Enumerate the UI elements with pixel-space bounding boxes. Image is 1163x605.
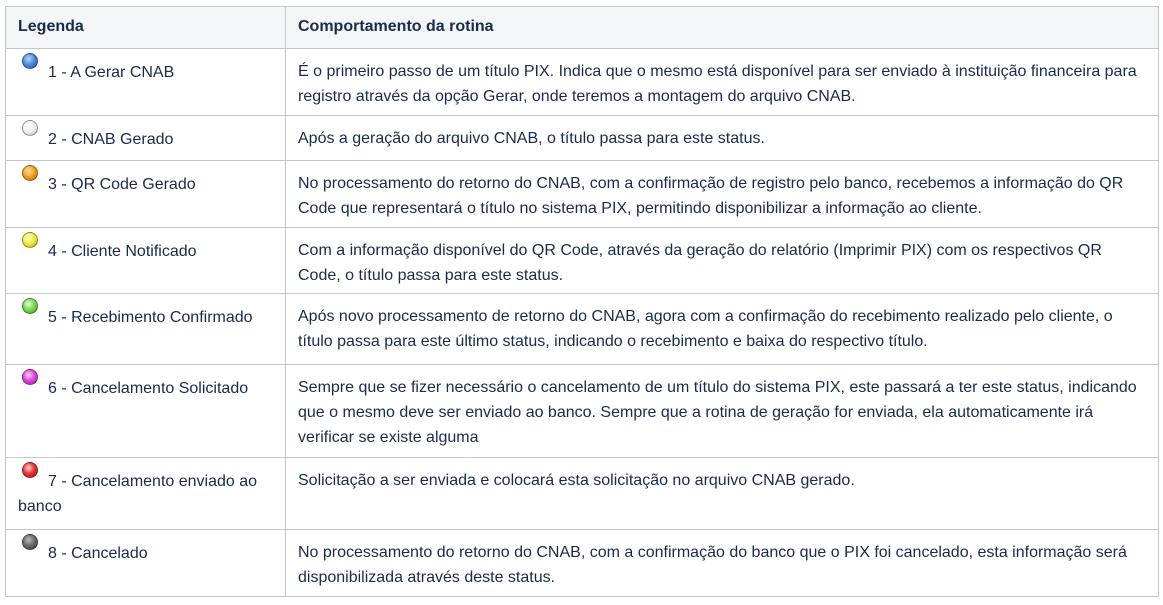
legend-cell (6, 530, 286, 597)
legend-label: 3 - QR Code Gerado (48, 176, 196, 193)
legend-cell (6, 294, 286, 365)
legend-label: 8 - Cancelado (48, 545, 148, 562)
status-legend-table (5, 6, 1159, 597)
blue-circle-icon (22, 53, 38, 69)
legend-label: 5 - Recebimento Confirmado (48, 309, 253, 326)
table-row (6, 530, 1159, 597)
legend-cell (6, 458, 286, 530)
legend-cell (6, 228, 286, 294)
orange-circle-icon (22, 165, 38, 181)
behavior-cell: Após novo processamento de retorno do CNAB, agora com a confirmação do recebimento realizado pelo cliente, o título passa para este último status, indicando o recebimento e baixa do respectivo título. (286, 294, 1159, 365)
behavior-cell: No processamento do retorno do CNAB, com a confirmação de registro pelo banco, recebemos a informação do QR Code que representará o título no sistema PIX, permitindo disponibilizar a informação ao cliente. (286, 161, 1159, 228)
red-circle-icon (22, 462, 38, 478)
table-row (6, 116, 1159, 161)
table-row (6, 365, 1159, 458)
legend-label: 4 - Cliente Notificado (48, 243, 197, 260)
legend-label: 6 - Cancelamento Solicitado (48, 380, 249, 397)
behavior-cell: É o primeiro passo de um título PIX. Indica que o mesmo está disponível para ser enviado à instituição financeira para registro através da opção Gerar, onde teremos a montagem do arquivo CNAB. (286, 49, 1159, 116)
legend-cell (6, 365, 286, 458)
magenta-circle-icon (22, 369, 38, 385)
table-header-row (6, 7, 1159, 49)
header-legend: Legenda (6, 7, 286, 49)
white-circle-icon (22, 120, 38, 136)
legend-cell (6, 116, 286, 161)
header-behavior: Comportamento da rotina (286, 7, 1159, 49)
gray-circle-icon (22, 534, 38, 550)
table-row (6, 294, 1159, 365)
table-row (6, 161, 1159, 228)
table-row (6, 228, 1159, 294)
yellow-circle-icon (22, 232, 38, 248)
behavior-cell: No processamento do retorno do CNAB, com a confirmação do banco que o PIX foi cancelado, esta informação será disponibilizada através deste status. (286, 530, 1159, 597)
behavior-cell: Com a informação disponível do QR Code, através da geração do relatório (Imprimir PIX) com os respectivos QR Code, o título passa para este status. (286, 228, 1159, 294)
behavior-cell: Sempre que se fizer necessário o cancelamento de um título do sistema PIX, este passará a ter este status, indicando que o mesmo deve ser enviado ao banco. Sempre que a rotina de geração for enviada, ela automaticamente irá verificar se existe alguma (286, 365, 1159, 458)
legend-label: 1 - A Gerar CNAB (48, 64, 175, 81)
green-circle-icon (22, 298, 38, 314)
behavior-cell: Solicitação a ser enviada e colocará esta solicitação no arquivo CNAB gerado. (286, 458, 1159, 530)
table-row (6, 49, 1159, 116)
legend-cell (6, 49, 286, 116)
behavior-cell: Após a geração do arquivo CNAB, o título passa para este status. (286, 116, 1159, 161)
legend-cell (6, 161, 286, 228)
legend-label: 2 - CNAB Gerado (48, 131, 174, 148)
table-row (6, 458, 1159, 530)
legend-label: 7 - Cancelamento enviado ao banco (18, 473, 258, 515)
